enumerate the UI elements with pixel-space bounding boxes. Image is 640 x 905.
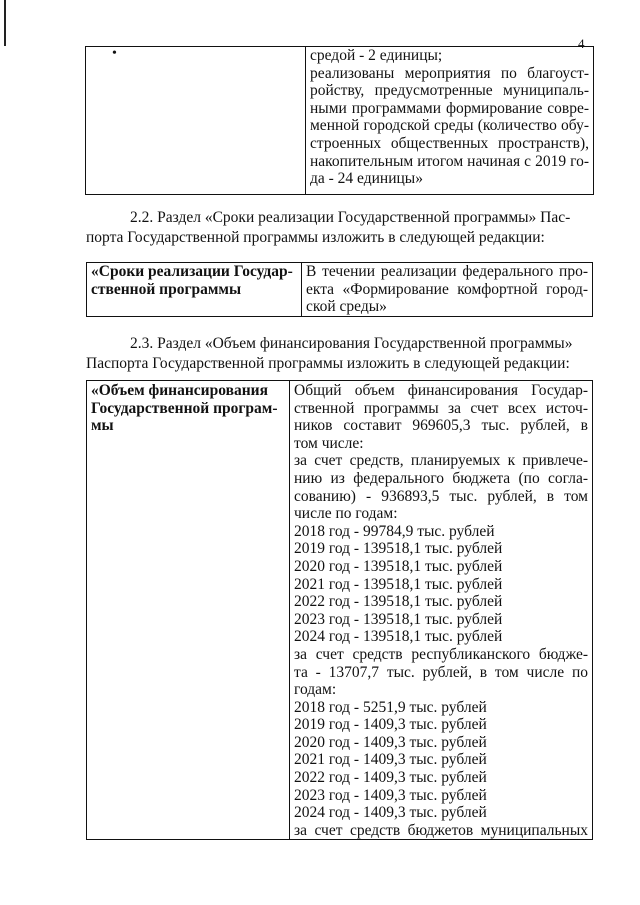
table3-heading-line: «Объем финансирования xyxy=(91,382,268,399)
table3-line: том числе: xyxy=(294,434,364,452)
table3-line: нию из федерального бюджета (по согла- xyxy=(294,469,588,487)
table3-line: сованию) - 936893,5 тыс. рублей, в том xyxy=(294,487,588,505)
table-indicators-continued xyxy=(85,46,594,195)
table-financing-volume xyxy=(86,380,593,840)
table2-right-cell xyxy=(302,263,593,317)
table3-line: та - 13707,7 тыс. рублей, в том числе по xyxy=(294,663,588,681)
table3-line: годам: xyxy=(294,681,337,699)
table1-left-cell xyxy=(86,47,306,195)
table3-line: 2018 год - 5251,9 тыс. рублей xyxy=(294,698,487,716)
paragraph-line: Паспорта Государственной программы изложить в следующей редакции: xyxy=(86,355,570,372)
table3-right-cell xyxy=(290,381,593,840)
table3-line: 2021 год - 1409,3 тыс. рублей xyxy=(294,751,487,769)
table2-line: В течении реализации федерального про- xyxy=(306,263,588,280)
table3-heading-line: мы xyxy=(91,417,114,435)
table1-line: реализованы мероприятия по благоуст- xyxy=(310,64,589,82)
table1-line: средой - 2 единицы; xyxy=(310,47,443,64)
table3-left-cell xyxy=(87,381,290,840)
table3-line: 2021 год - 139518,1 тыс. рублей xyxy=(294,575,503,593)
table3-line: 2020 год - 139518,1 тыс. рублей xyxy=(294,557,503,575)
table3-line: ственной программы за счет всех источ- xyxy=(294,399,588,417)
table2-line: екта «Формирование комфортной город- xyxy=(306,280,588,298)
table2-heading-line: ственной программы xyxy=(91,280,242,298)
table3-line: за счет средств республиканского бюдже- xyxy=(294,645,588,663)
table1-line: да - 24 единицы» xyxy=(310,170,423,188)
table3-line: числе по годам: xyxy=(294,505,398,523)
paragraph-2-2 xyxy=(86,208,594,248)
table1-line: ными программами формирование совре- xyxy=(310,99,589,117)
table2-line: ской среды» xyxy=(306,298,387,316)
paragraph-line: порта Государственной программы изложить в следующей редакции: xyxy=(86,229,545,246)
table3-line: за счет средств, планируемых к привлече- xyxy=(294,452,588,470)
table3-line: 2022 год - 1409,3 тыс. рублей xyxy=(294,769,487,787)
table2-heading-line: «Сроки реализации Государ- xyxy=(91,263,293,280)
table1-line: строенных общественных пространств), xyxy=(310,134,589,152)
table3-line: за счет средств бюджетов муниципальных xyxy=(294,821,588,839)
table3-line: 2018 год - 99784,9 тыс. рублей xyxy=(294,522,495,540)
paragraph-line: 2.3. Раздел «Объем финансирования Государственной программы» xyxy=(130,335,573,352)
table3-line: 2019 год - 139518,1 тыс. рублей xyxy=(294,540,503,558)
table3-line: 2019 год - 1409,3 тыс. рублей xyxy=(294,716,487,734)
bullet-mark: • xyxy=(112,46,117,61)
table3-line: 2024 год - 1409,3 тыс. рублей xyxy=(294,804,487,822)
paragraph-2-3 xyxy=(86,334,594,374)
table1-right-cell xyxy=(306,47,594,195)
table2-left-cell xyxy=(87,263,302,317)
table3-line: 2020 год - 1409,3 тыс. рублей xyxy=(294,733,487,751)
page-number: 4 xyxy=(578,36,585,51)
table3-line: ников составит 969605,3 тыс. рублей, в xyxy=(294,417,588,435)
margin-mark xyxy=(4,0,6,46)
table-implementation-period xyxy=(86,262,593,317)
table1-line: накопительным итогом начиная с 2019 го- xyxy=(310,152,589,170)
table3-heading-line: Государственной програм- xyxy=(91,399,278,417)
paragraph-line: 2.2. Раздел «Сроки реализации Государственной программы» Пас- xyxy=(130,209,571,226)
table3-line: 2023 год - 1409,3 тыс. рублей xyxy=(294,786,487,804)
table3-line: 2022 год - 139518,1 тыс. рублей xyxy=(294,593,503,611)
table1-line: менной городской среды (количество обу- xyxy=(310,117,589,135)
table1-line: ройству, предусмотренные муниципаль- xyxy=(310,82,589,100)
table3-line: 2023 год - 139518,1 тыс. рублей xyxy=(294,610,503,628)
table3-line: 2024 год - 139518,1 тыс. рублей xyxy=(294,628,503,646)
table3-line: Общий объем финансирования Государ- xyxy=(294,382,588,399)
